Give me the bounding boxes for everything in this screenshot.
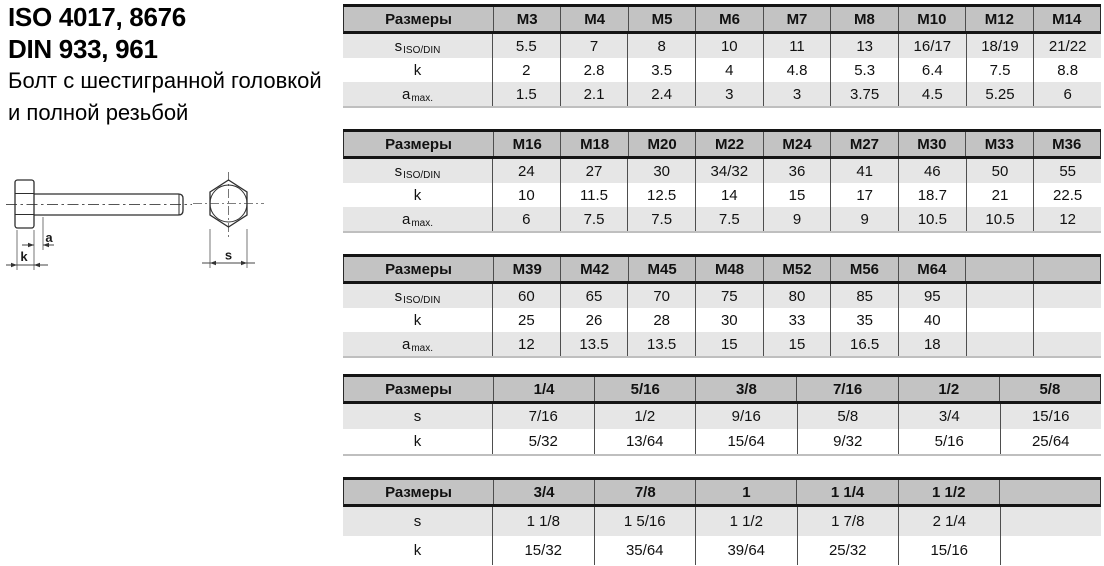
dimension-value-cell [1000,507,1102,536]
dimension-symbol: a [401,335,411,353]
size-column-header: 7/8 [594,480,695,504]
dimension-value-cell: 18/19 [966,34,1034,58]
dimension-value-cell: 25/32 [797,536,899,565]
din-standard-title: DIN 933, 961 [8,34,158,64]
size-column-header: M14 [1033,7,1100,31]
dimension-value-cell: 34/32 [695,159,763,183]
size-column-header: M33 [965,132,1032,156]
dimension-value-cell: 18 [898,332,966,356]
dimension-value-cell: 21/22 [1033,34,1101,58]
size-column-header: M48 [695,257,762,281]
row-dimension-label [343,34,492,58]
size-column-header: M22 [695,132,762,156]
dimension-value-cell: 6 [492,207,560,231]
dimension-value-cell: 15 [695,332,763,356]
dimension-symbol: k [413,542,422,559]
row-dimension-label [343,507,492,536]
row-dimension-label [343,284,492,308]
dimension-value-cell: 10.5 [898,207,966,231]
dimension-value-cell: 3/4 [898,404,1000,429]
dimension-value-cell: 1.5 [492,82,560,106]
dimension-value-cell: 6.4 [898,58,966,82]
size-column-header: M6 [695,7,762,31]
size-column-header: 1 [695,480,796,504]
row-dimension-label [343,159,492,183]
dimension-value-cell: 30 [627,159,695,183]
size-column-header: M12 [965,7,1032,31]
dimension-value-cell: 70 [627,284,695,308]
size-column-header: M16 [493,132,560,156]
dimension-value-cell: 65 [560,284,628,308]
size-column-header: M42 [560,257,627,281]
dimension-symbol: s [394,162,403,180]
dimension-symbol: k [413,433,422,450]
dimension-symbol-subscript: max. [411,342,433,354]
dimension-value-cell: 35 [830,308,898,332]
dimension-value-cell: 4.5 [898,82,966,106]
row-dimension-label [343,183,492,207]
dimension-value-cell: 16/17 [898,34,966,58]
dimension-value-cell: 10 [492,183,560,207]
product-description-line1: Болт с шестигранной головкой [8,68,322,93]
dimension-value-cell: 7.5 [560,207,628,231]
dimension-value-cell: 3 [763,82,831,106]
dimension-value-cell: 36 [763,159,831,183]
dimension-value-cell: 15/32 [492,536,594,565]
size-column-header: M10 [898,7,965,31]
dimension-value-cell: 18.7 [898,183,966,207]
dimension-symbol: k [413,311,422,329]
row-dimension-label [343,404,492,429]
size-column-header: M52 [763,257,830,281]
dimension-value-cell: 26 [560,308,628,332]
dimension-value-cell: 28 [627,308,695,332]
dimension-value-cell: 39/64 [695,536,797,565]
size-column-header: M18 [560,132,627,156]
row-dimension-label [343,207,492,231]
product-description-line2: и полной резьбой [8,100,189,125]
dimension-value-cell: 11.5 [560,183,628,207]
dimension-value-cell: 16.5 [830,332,898,356]
dimension-value-cell: 10 [695,34,763,58]
dimension-symbol: s [413,408,422,425]
dimension-value-cell: 7.5 [966,58,1034,82]
dim-label-a: a [45,230,53,245]
dimension-value-cell: 15 [763,183,831,207]
dimension-value-cell: 2 [492,58,560,82]
dimension-value-cell: 10.5 [966,207,1034,231]
dimension-symbol: s [394,37,403,55]
table-header-label: Размеры [385,483,452,501]
size-column-header: 1 1/4 [796,480,897,504]
dimension-value-cell: 4.8 [763,58,831,82]
dimension-value-cell: 5/8 [797,404,899,429]
size-column-header: M36 [1033,132,1100,156]
row-dimension-label [343,82,492,106]
dimension-value-cell: 5.25 [966,82,1034,106]
dimension-value-cell: 40 [898,308,966,332]
row-dimension-label [343,332,492,356]
dimension-value-cell: 15/64 [695,429,797,454]
size-column-header: 1 1/2 [898,480,999,504]
size-column-header: M4 [560,7,627,31]
dimension-value-cell: 5/16 [898,429,1000,454]
dimension-symbol-subscript: max. [411,92,433,104]
dimension-value-cell: 9/32 [797,429,899,454]
size-column-header: 1/2 [898,377,999,401]
dim-label-s: s [224,247,233,263]
dimension-value-cell: 1 7/8 [797,507,899,536]
iso-standard-title: ISO 4017, 8676 [8,2,186,32]
dimension-value-cell: 4 [695,58,763,82]
size-column-header: M5 [628,7,695,31]
dimension-symbol: a [401,210,411,228]
dimension-value-cell: 7 [560,34,628,58]
dimension-table-3 [343,254,1101,358]
dimension-symbol: k [413,61,422,79]
row-dimension-label [343,58,492,82]
dimension-symbol: s [394,287,403,305]
dimension-value-cell: 7.5 [695,207,763,231]
row-dimension-label [343,429,492,454]
dimension-value-cell [1000,536,1102,565]
size-column-header: M3 [493,7,560,31]
dimension-value-cell: 60 [492,284,560,308]
dimension-value-cell: 25 [492,308,560,332]
dimension-value-cell: 75 [695,284,763,308]
dimension-value-cell: 24 [492,159,560,183]
dimension-value-cell: 27 [560,159,628,183]
dimension-value-cell: 17 [830,183,898,207]
dimension-symbol: a [401,85,411,103]
dimension-value-cell: 15/16 [1000,404,1102,429]
dimension-value-cell: 13 [830,34,898,58]
table-header-label: Размеры [385,135,452,153]
dimension-table-4 [343,374,1101,456]
dimension-value-cell: 5.3 [830,58,898,82]
dimension-value-cell: 2.4 [627,82,695,106]
dimension-value-cell: 13/64 [594,429,696,454]
size-column-header: M39 [493,257,560,281]
dimension-value-cell: 50 [966,159,1034,183]
dimension-value-cell: 9 [830,207,898,231]
dimension-symbol-subscript: ISO/DIN [403,169,441,181]
dimension-value-cell [966,284,1034,308]
dimension-value-cell: 35/64 [594,536,696,565]
dimension-table-2 [343,129,1101,233]
dimension-value-cell [1033,284,1101,308]
dimension-value-cell: 85 [830,284,898,308]
row-dimension-label [343,308,492,332]
dimension-value-cell: 30 [695,308,763,332]
dimension-value-cell: 41 [830,159,898,183]
size-column-header: M27 [830,132,897,156]
dimension-value-cell: 7.5 [627,207,695,231]
size-column-header: M24 [763,132,830,156]
dimension-value-cell: 1 1/2 [695,507,797,536]
dimension-value-cell: 95 [898,284,966,308]
dimension-value-cell: 12 [1033,207,1101,231]
dimension-value-cell: 14 [695,183,763,207]
size-column-header: 3/8 [695,377,796,401]
dimension-value-cell: 46 [898,159,966,183]
size-column-header: M8 [830,7,897,31]
dimension-value-cell: 25/64 [1000,429,1102,454]
dimension-value-cell: 1/2 [594,404,696,429]
dimension-value-cell: 15/16 [898,536,1000,565]
dimension-value-cell: 13.5 [560,332,628,356]
dimension-table-1 [343,4,1101,108]
dimension-table-5 [343,477,1101,565]
dimension-symbol-subscript: max. [411,217,433,229]
dimension-value-cell: 2 1/4 [898,507,1000,536]
dimension-value-cell: 5.5 [492,34,560,58]
dimension-value-cell: 11 [763,34,831,58]
size-column-header [965,257,1032,281]
dimension-symbol: s [413,513,422,530]
dimension-value-cell [966,332,1034,356]
dimension-value-cell: 1 1/8 [492,507,594,536]
size-column-header: M7 [763,7,830,31]
dimension-value-cell [1033,308,1101,332]
size-column-header: M64 [898,257,965,281]
dimension-value-cell: 12.5 [627,183,695,207]
dimension-symbol-subscript: ISO/DIN [403,294,441,306]
size-column-header [999,480,1100,504]
table-header-label: Размеры [385,10,452,28]
dimension-value-cell: 5/32 [492,429,594,454]
dimension-value-cell: 3.5 [627,58,695,82]
size-column-header: M45 [628,257,695,281]
dimension-value-cell: 9 [763,207,831,231]
size-column-header: M20 [628,132,695,156]
size-column-header [1033,257,1100,281]
dimension-value-cell: 2.1 [560,82,628,106]
dimension-value-cell: 1 5/16 [594,507,696,536]
dimension-value-cell: 22.5 [1033,183,1101,207]
size-column-header: 7/16 [796,377,897,401]
dimension-value-cell: 2.8 [560,58,628,82]
size-column-header: M56 [830,257,897,281]
dimension-value-cell: 15 [763,332,831,356]
size-column-header: M30 [898,132,965,156]
dimension-value-cell: 21 [966,183,1034,207]
dimension-value-cell: 13.5 [627,332,695,356]
dimension-value-cell: 8.8 [1033,58,1101,82]
dimension-value-cell [966,308,1034,332]
size-column-header: 3/4 [493,480,594,504]
dimension-value-cell: 8 [627,34,695,58]
dimension-value-cell: 7/16 [492,404,594,429]
dimension-value-cell: 3.75 [830,82,898,106]
dimension-value-cell: 9/16 [695,404,797,429]
table-header-label: Размеры [385,380,452,398]
dimension-symbol: k [413,186,422,204]
dimension-symbol-subscript: ISO/DIN [403,44,441,56]
dimension-value-cell: 3 [695,82,763,106]
dimension-value-cell: 80 [763,284,831,308]
dimension-value-cell: 12 [492,332,560,356]
dimension-value-cell [1033,332,1101,356]
table-header-label: Размеры [385,260,452,278]
size-column-header: 5/8 [999,377,1100,401]
size-column-header: 1/4 [493,377,594,401]
row-dimension-label [343,536,492,565]
dimension-value-cell: 6 [1033,82,1101,106]
dimension-value-cell: 33 [763,308,831,332]
dimension-value-cell: 55 [1033,159,1101,183]
dim-label-k: k [20,249,28,264]
size-column-header: 5/16 [594,377,695,401]
